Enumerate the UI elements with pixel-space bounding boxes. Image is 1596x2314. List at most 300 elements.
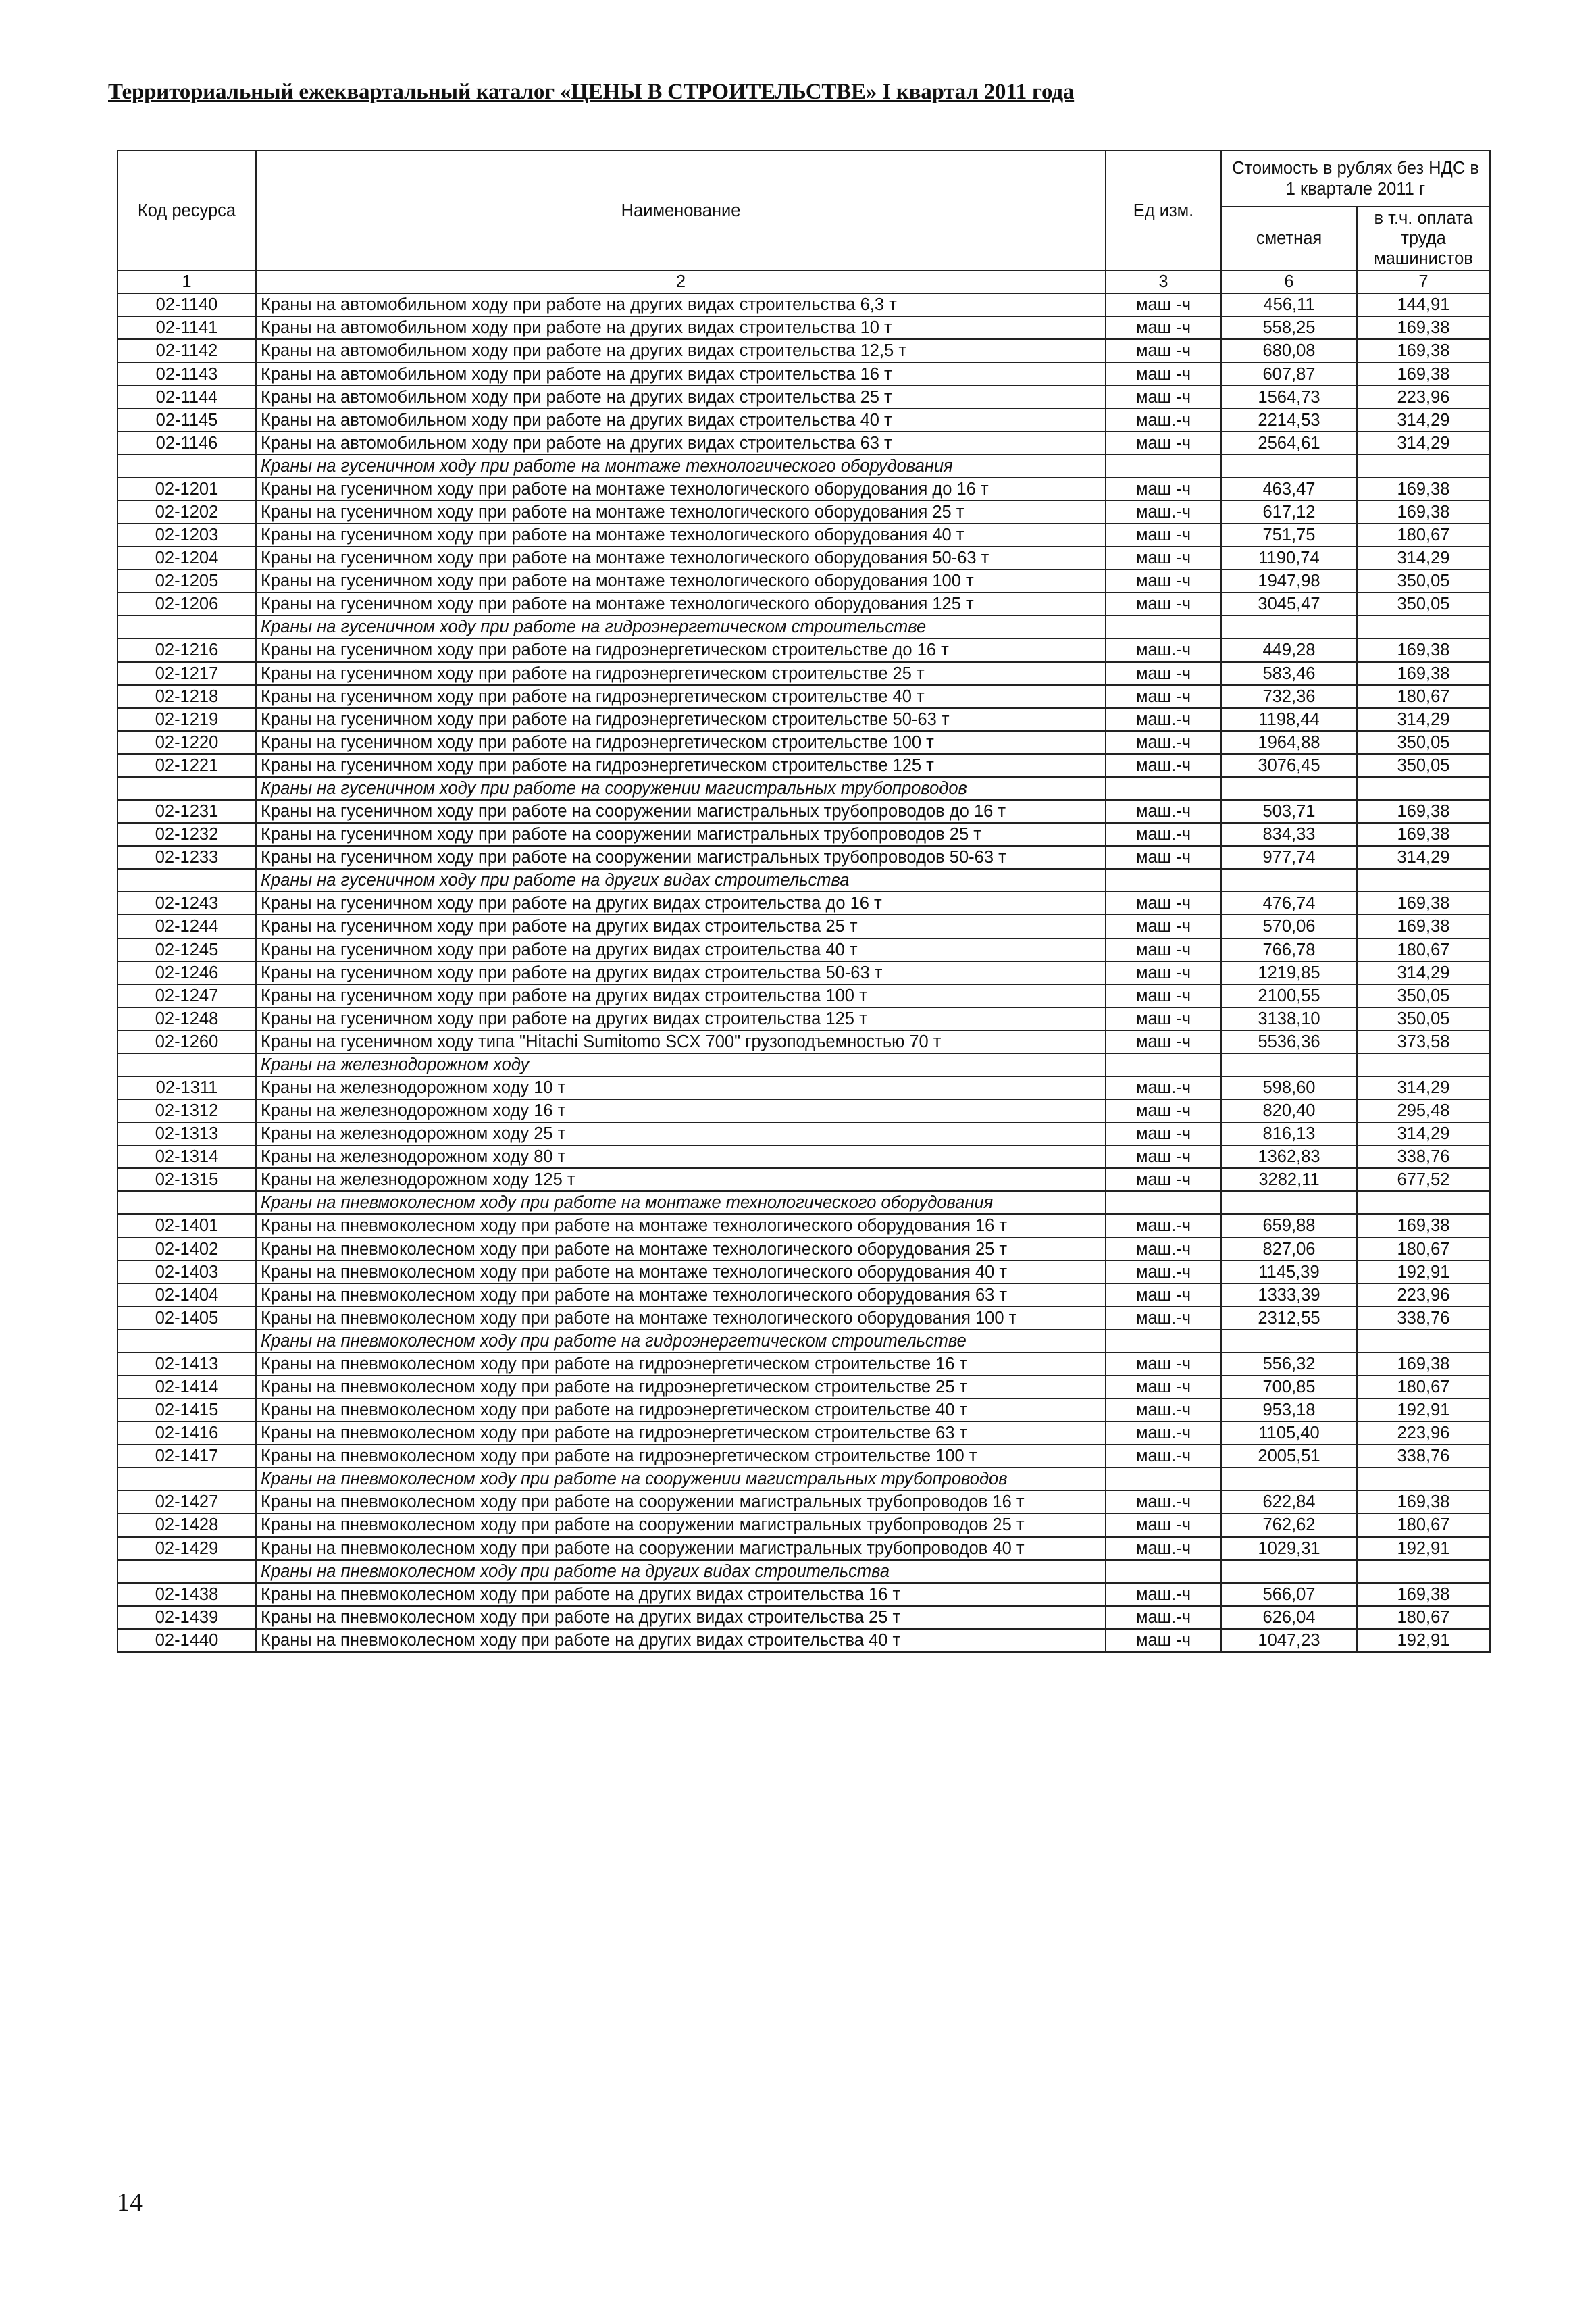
operator-labor-cost: 180,67 [1357, 938, 1490, 961]
resource-name: Краны на пневмоколесном ходу при работе на гидроэнергетическом строительстве 100 т [256, 1444, 1106, 1467]
estimate-cost: 820,40 [1221, 1099, 1357, 1122]
resource-name: Краны на автомобильном ходу при работе на других видах строительства 10 т [256, 316, 1106, 339]
unit-of-measure: маш -ч [1106, 570, 1221, 593]
table-row [118, 1076, 1490, 1099]
resource-code: 02-1414 [118, 1376, 256, 1399]
estimate-cost: 626,04 [1221, 1606, 1357, 1629]
unit-of-measure: маш.-ч [1106, 1307, 1221, 1330]
section-title: Краны на гусеничном ходу при работе на сооружении магистральных трубопроводов [256, 777, 1106, 800]
estimate-cost: 566,07 [1221, 1583, 1357, 1606]
section-cost-empty [1221, 777, 1357, 800]
operator-labor-cost: 169,38 [1357, 915, 1490, 938]
table-row [118, 501, 1490, 524]
resource-name: Краны на гусеничном ходу при работе на гидроэнергетическом строительстве до 16 т [256, 638, 1106, 661]
unit-of-measure: маш.-ч [1106, 1490, 1221, 1513]
section-title: Краны на пневмоколесном ходу при работе на других видах строительства [256, 1560, 1106, 1583]
estimate-cost: 816,13 [1221, 1122, 1357, 1145]
operator-labor-cost: 314,29 [1357, 708, 1490, 731]
unit-of-measure: маш -ч [1106, 662, 1221, 685]
estimate-cost: 5536,36 [1221, 1030, 1357, 1053]
estimate-cost: 732,36 [1221, 685, 1357, 708]
resource-code: 02-1217 [118, 662, 256, 685]
estimate-cost: 3076,45 [1221, 754, 1357, 777]
table-row [118, 570, 1490, 593]
unit-of-measure: маш -ч [1106, 1030, 1221, 1053]
unit-of-measure: маш -ч [1106, 1122, 1221, 1145]
table-row [118, 1629, 1490, 1652]
resource-code: 02-1206 [118, 593, 256, 615]
table-row [118, 638, 1490, 661]
resource-code: 02-1218 [118, 685, 256, 708]
table-row [118, 293, 1490, 316]
resource-name: Краны на пневмоколесном ходу при работе на гидроэнергетическом строительстве 63 т [256, 1422, 1106, 1444]
resource-code: 02-1142 [118, 339, 256, 362]
section-labor-empty [1357, 1053, 1490, 1076]
resource-name: Краны на автомобильном ходу при работе на других видах строительства 40 т [256, 409, 1106, 432]
estimate-cost: 1190,74 [1221, 547, 1357, 570]
unit-of-measure: маш.-ч [1106, 731, 1221, 754]
table-row [118, 938, 1490, 961]
estimate-cost: 659,88 [1221, 1214, 1357, 1237]
resource-code: 02-1146 [118, 432, 256, 455]
section-cost-empty [1221, 615, 1357, 638]
price-table-container [117, 150, 1489, 1653]
resource-code: 02-1220 [118, 731, 256, 754]
operator-labor-cost: 169,38 [1357, 662, 1490, 685]
table-row [118, 892, 1490, 915]
estimate-cost: 2214,53 [1221, 409, 1357, 432]
table-row [118, 1099, 1490, 1122]
operator-labor-cost: 350,05 [1357, 1007, 1490, 1030]
header-labor: в т.ч. оплата труда машинистов [1357, 207, 1490, 270]
resource-code: 02-1141 [118, 316, 256, 339]
resource-name: Краны на автомобильном ходу при работе на других видах строительства 25 т [256, 386, 1106, 409]
resource-code: 02-1403 [118, 1261, 256, 1284]
resource-code: 02-1312 [118, 1099, 256, 1122]
table-row [118, 1238, 1490, 1261]
section-row [118, 777, 1490, 800]
section-unit-empty [1106, 615, 1221, 638]
table-row [118, 1583, 1490, 1606]
section-row [118, 455, 1490, 478]
section-cost-empty [1221, 455, 1357, 478]
section-labor-empty [1357, 1467, 1490, 1490]
resource-name: Краны на гусеничном ходу при работе на монтаже технологического оборудования 50-63 т [256, 547, 1106, 570]
resource-name: Краны на гусеничном ходу при работе на сооружении магистральных трубопроводов 50-63 т [256, 846, 1106, 869]
operator-labor-cost: 314,29 [1357, 1076, 1490, 1099]
column-number: 1 [118, 270, 256, 293]
estimate-cost: 558,25 [1221, 316, 1357, 339]
table-row [118, 662, 1490, 685]
column-number: 3 [1106, 270, 1221, 293]
section-row [118, 1467, 1490, 1490]
header-unit: Ед изм. [1106, 151, 1221, 270]
operator-labor-cost: 223,96 [1357, 1284, 1490, 1307]
unit-of-measure: маш -ч [1106, 478, 1221, 501]
estimate-cost: 834,33 [1221, 823, 1357, 846]
table-row [118, 1490, 1490, 1513]
estimate-cost: 2564,61 [1221, 432, 1357, 455]
resource-code: 02-1233 [118, 846, 256, 869]
resource-name: Краны на железнодорожном ходу 80 т [256, 1145, 1106, 1168]
section-code-empty [118, 1467, 256, 1490]
operator-labor-cost: 314,29 [1357, 961, 1490, 984]
resource-name: Краны на гусеничном ходу при работе на монтаже технологического оборудования 125 т [256, 593, 1106, 615]
estimate-cost: 476,74 [1221, 892, 1357, 915]
section-title: Краны на пневмоколесном ходу при работе на монтаже технологического оборудования [256, 1191, 1106, 1214]
resource-name: Краны на гусеничном ходу при работе на других видах строительства 125 т [256, 1007, 1106, 1030]
operator-labor-cost: 169,38 [1357, 478, 1490, 501]
price-table [117, 150, 1491, 1653]
resource-name: Краны на гусеничном ходу при работе на сооружении магистральных трубопроводов 25 т [256, 823, 1106, 846]
unit-of-measure: маш.-ч [1106, 409, 1221, 432]
section-code-empty [118, 1330, 256, 1353]
table-row [118, 316, 1490, 339]
resource-code: 02-1427 [118, 1490, 256, 1513]
unit-of-measure: маш -ч [1106, 984, 1221, 1007]
section-title: Краны на пневмоколесном ходу при работе на гидроэнергетическом строительстве [256, 1330, 1106, 1353]
operator-labor-cost: 180,67 [1357, 1606, 1490, 1629]
resource-code: 02-1203 [118, 524, 256, 547]
section-title: Краны на гусеничном ходу при работе на монтаже технологического оборудования [256, 455, 1106, 478]
unit-of-measure: маш.-ч [1106, 1606, 1221, 1629]
operator-labor-cost: 169,38 [1357, 363, 1490, 386]
unit-of-measure: маш -ч [1106, 1513, 1221, 1536]
estimate-cost: 2100,55 [1221, 984, 1357, 1007]
resource-code: 02-1260 [118, 1030, 256, 1053]
estimate-cost: 598,60 [1221, 1076, 1357, 1099]
section-labor-empty [1357, 1560, 1490, 1583]
resource-name: Краны на гусеничном ходу при работе на других видах строительства 25 т [256, 915, 1106, 938]
operator-labor-cost: 169,38 [1357, 638, 1490, 661]
resource-name: Краны на пневмоколесном ходу при работе на сооружении магистральных трубопроводов 40 т [256, 1537, 1106, 1560]
table-row [118, 1030, 1490, 1053]
section-code-empty [118, 1191, 256, 1214]
table-row [118, 708, 1490, 731]
table-row [118, 339, 1490, 362]
unit-of-measure: маш -ч [1106, 892, 1221, 915]
unit-of-measure: маш -ч [1106, 593, 1221, 615]
operator-labor-cost: 169,38 [1357, 501, 1490, 524]
resource-code: 02-1416 [118, 1422, 256, 1444]
section-labor-empty [1357, 1191, 1490, 1214]
operator-labor-cost: 192,91 [1357, 1629, 1490, 1652]
estimate-cost: 2312,55 [1221, 1307, 1357, 1330]
resource-name: Краны на автомобильном ходу при работе на других видах строительства 6,3 т [256, 293, 1106, 316]
table-row [118, 1606, 1490, 1629]
estimate-cost: 700,85 [1221, 1376, 1357, 1399]
operator-labor-cost: 314,29 [1357, 547, 1490, 570]
operator-labor-cost: 314,29 [1357, 846, 1490, 869]
unit-of-measure: маш.-ч [1106, 754, 1221, 777]
operator-labor-cost: 180,67 [1357, 1376, 1490, 1399]
estimate-cost: 1333,39 [1221, 1284, 1357, 1307]
estimate-cost: 463,47 [1221, 478, 1357, 501]
catalog-header: Территориальный ежеквартальный каталог «ЦЕНЫ В СТРОИТЕЛЬСТВЕ» I квартал 2011 года [108, 80, 1075, 104]
resource-code: 02-1415 [118, 1399, 256, 1422]
unit-of-measure: маш -ч [1106, 1629, 1221, 1652]
resource-name: Краны на пневмоколесном ходу при работе на других видах строительства 16 т [256, 1583, 1106, 1606]
section-labor-empty [1357, 777, 1490, 800]
estimate-cost: 2005,51 [1221, 1444, 1357, 1467]
section-code-empty [118, 455, 256, 478]
unit-of-measure: маш -ч [1106, 846, 1221, 869]
resource-name: Краны на гусеничном ходу при работе на монтаже технологического оборудования до 16 т [256, 478, 1106, 501]
resource-code: 02-1248 [118, 1007, 256, 1030]
resource-code: 02-1246 [118, 961, 256, 984]
section-labor-empty [1357, 615, 1490, 638]
table-row [118, 1145, 1490, 1168]
resource-name: Краны на гусеничном ходу при работе на других видах строительства до 16 т [256, 892, 1106, 915]
table-row [118, 984, 1490, 1007]
unit-of-measure: маш -ч [1106, 293, 1221, 316]
resource-code: 02-1143 [118, 363, 256, 386]
resource-code: 02-1311 [118, 1076, 256, 1099]
unit-of-measure: маш.-ч [1106, 800, 1221, 823]
unit-of-measure: маш.-ч [1106, 638, 1221, 661]
section-cost-empty [1221, 869, 1357, 892]
operator-labor-cost: 169,38 [1357, 800, 1490, 823]
section-code-empty [118, 1560, 256, 1583]
operator-labor-cost: 350,05 [1357, 984, 1490, 1007]
section-unit-empty [1106, 455, 1221, 478]
header-code: Код ресурса [118, 151, 256, 270]
unit-of-measure: маш -ч [1106, 432, 1221, 455]
table-row [118, 1307, 1490, 1330]
section-row [118, 615, 1490, 638]
section-row [118, 1053, 1490, 1076]
unit-of-measure: маш -ч [1106, 386, 1221, 409]
operator-labor-cost: 192,91 [1357, 1261, 1490, 1284]
section-code-empty [118, 615, 256, 638]
resource-name: Краны на железнодорожном ходу 25 т [256, 1122, 1106, 1145]
operator-labor-cost: 169,38 [1357, 823, 1490, 846]
table-row [118, 846, 1490, 869]
resource-name: Краны на пневмоколесном ходу при работе на сооружении магистральных трубопроводов 25 т [256, 1513, 1106, 1536]
resource-code: 02-1204 [118, 547, 256, 570]
estimate-cost: 953,18 [1221, 1399, 1357, 1422]
resource-name: Краны на железнодорожном ходу 125 т [256, 1168, 1106, 1191]
unit-of-measure: маш.-ч [1106, 1261, 1221, 1284]
operator-labor-cost: 314,29 [1357, 1122, 1490, 1145]
operator-labor-cost: 350,05 [1357, 754, 1490, 777]
unit-of-measure: маш.-ч [1106, 501, 1221, 524]
table-header [118, 151, 1490, 293]
table-row [118, 432, 1490, 455]
table-row [118, 1399, 1490, 1422]
estimate-cost: 680,08 [1221, 339, 1357, 362]
resource-name: Краны на гусеничном ходу при работе на других видах строительства 40 т [256, 938, 1106, 961]
resource-name: Краны на гусеничном ходу при работе на монтаже технологического оборудования 100 т [256, 570, 1106, 593]
operator-labor-cost: 180,67 [1357, 1513, 1490, 1536]
section-cost-empty [1221, 1467, 1357, 1490]
estimate-cost: 1145,39 [1221, 1261, 1357, 1284]
section-labor-empty [1357, 1330, 1490, 1353]
section-row [118, 869, 1490, 892]
table-row [118, 754, 1490, 777]
unit-of-measure: маш -ч [1106, 938, 1221, 961]
resource-code: 02-1438 [118, 1583, 256, 1606]
unit-of-measure: маш.-ч [1106, 1076, 1221, 1099]
operator-labor-cost: 350,05 [1357, 731, 1490, 754]
estimate-cost: 1964,88 [1221, 731, 1357, 754]
resource-name: Краны на пневмоколесном ходу при работе на гидроэнергетическом строительстве 40 т [256, 1399, 1106, 1422]
estimate-cost: 827,06 [1221, 1238, 1357, 1261]
section-row [118, 1191, 1490, 1214]
unit-of-measure: маш -ч [1106, 1007, 1221, 1030]
section-unit-empty [1106, 1330, 1221, 1353]
resource-code: 02-1428 [118, 1513, 256, 1536]
estimate-cost: 583,46 [1221, 662, 1357, 685]
resource-code: 02-1247 [118, 984, 256, 1007]
column-number-row [118, 270, 1490, 293]
unit-of-measure: маш -ч [1106, 1376, 1221, 1399]
section-title: Краны на железнодорожном ходу [256, 1053, 1106, 1076]
resource-code: 02-1202 [118, 501, 256, 524]
estimate-cost: 1105,40 [1221, 1422, 1357, 1444]
estimate-cost: 3045,47 [1221, 593, 1357, 615]
operator-labor-cost: 677,52 [1357, 1168, 1490, 1191]
resource-name: Краны на пневмоколесном ходу при работе на гидроэнергетическом строительстве 16 т [256, 1353, 1106, 1376]
resource-code: 02-1417 [118, 1444, 256, 1467]
unit-of-measure: маш.-ч [1106, 1214, 1221, 1237]
section-labor-empty [1357, 869, 1490, 892]
section-cost-empty [1221, 1330, 1357, 1353]
resource-name: Краны на пневмоколесном ходу при работе на гидроэнергетическом строительстве 25 т [256, 1376, 1106, 1399]
operator-labor-cost: 350,05 [1357, 570, 1490, 593]
resource-name: Краны на гусеничном ходу при работе на гидроэнергетическом строительстве 125 т [256, 754, 1106, 777]
resource-code: 02-1232 [118, 823, 256, 846]
section-cost-empty [1221, 1053, 1357, 1076]
section-row [118, 1560, 1490, 1583]
column-number: 2 [256, 270, 1106, 293]
resource-name: Краны на железнодорожном ходу 10 т [256, 1076, 1106, 1099]
column-number: 6 [1221, 270, 1357, 293]
resource-name: Краны на автомобильном ходу при работе на других видах строительства 16 т [256, 363, 1106, 386]
section-row [118, 1330, 1490, 1353]
table-row [118, 478, 1490, 501]
table-row [118, 1007, 1490, 1030]
estimate-cost: 456,11 [1221, 293, 1357, 316]
resource-name: Краны на пневмоколесном ходу при работе на монтаже технологического оборудования 16 т [256, 1214, 1106, 1237]
resource-name: Краны на пневмоколесном ходу при работе на монтаже технологического оборудования 40 т [256, 1261, 1106, 1284]
section-title: Краны на гусеничном ходу при работе на гидроэнергетическом строительстве [256, 615, 1106, 638]
resource-code: 02-1201 [118, 478, 256, 501]
estimate-cost: 1564,73 [1221, 386, 1357, 409]
resource-name: Краны на пневмоколесном ходу при работе на монтаже технологического оборудования 100 т [256, 1307, 1106, 1330]
estimate-cost: 1219,85 [1221, 961, 1357, 984]
section-code-empty [118, 1053, 256, 1076]
resource-name: Краны на гусеничном ходу при работе на монтаже технологического оборудования 40 т [256, 524, 1106, 547]
resource-code: 02-1243 [118, 892, 256, 915]
table-row [118, 363, 1490, 386]
resource-name: Краны на гусеничном ходу при работе на гидроэнергетическом строительстве 40 т [256, 685, 1106, 708]
resource-code: 02-1314 [118, 1145, 256, 1168]
operator-labor-cost: 373,58 [1357, 1030, 1490, 1053]
section-title: Краны на гусеничном ходу при работе на других видах строительства [256, 869, 1106, 892]
page-number: 14 [117, 2188, 143, 2217]
table-row [118, 823, 1490, 846]
estimate-cost: 503,71 [1221, 800, 1357, 823]
unit-of-measure: маш.-ч [1106, 1422, 1221, 1444]
section-labor-empty [1357, 455, 1490, 478]
resource-name: Краны на пневмоколесном ходу при работе на сооружении магистральных трубопроводов 16 т [256, 1490, 1106, 1513]
operator-labor-cost: 223,96 [1357, 1422, 1490, 1444]
estimate-cost: 1947,98 [1221, 570, 1357, 593]
section-unit-empty [1106, 869, 1221, 892]
table-row [118, 1168, 1490, 1191]
section-unit-empty [1106, 1467, 1221, 1490]
resource-name: Краны на пневмоколесном ходу при работе на других видах строительства 25 т [256, 1606, 1106, 1629]
operator-labor-cost: 338,76 [1357, 1145, 1490, 1168]
resource-code: 02-1219 [118, 708, 256, 731]
table-row [118, 524, 1490, 547]
section-unit-empty [1106, 777, 1221, 800]
resource-code: 02-1245 [118, 938, 256, 961]
estimate-cost: 449,28 [1221, 638, 1357, 661]
table-body [118, 293, 1490, 1652]
resource-code: 02-1140 [118, 293, 256, 316]
resource-name: Краны на пневмоколесном ходу при работе на монтаже технологического оборудования 63 т [256, 1284, 1106, 1307]
resource-name: Краны на гусеничном ходу при работе на сооружении магистральных трубопроводов до 16 т [256, 800, 1106, 823]
resource-name: Краны на гусеничном ходу при работе на монтаже технологического оборудования 25 т [256, 501, 1106, 524]
estimate-cost: 1362,83 [1221, 1145, 1357, 1168]
unit-of-measure: маш.-ч [1106, 1537, 1221, 1560]
operator-labor-cost: 169,38 [1357, 339, 1490, 362]
table-row [118, 731, 1490, 754]
estimate-cost: 607,87 [1221, 363, 1357, 386]
operator-labor-cost: 314,29 [1357, 432, 1490, 455]
unit-of-measure: маш -ч [1106, 363, 1221, 386]
unit-of-measure: маш -ч [1106, 1145, 1221, 1168]
resource-code: 02-1413 [118, 1353, 256, 1376]
operator-labor-cost: 169,38 [1357, 1353, 1490, 1376]
unit-of-measure: маш -ч [1106, 1099, 1221, 1122]
unit-of-measure: маш.-ч [1106, 823, 1221, 846]
table-row [118, 1353, 1490, 1376]
unit-of-measure: маш -ч [1106, 1353, 1221, 1376]
table-row [118, 1261, 1490, 1284]
table-row [118, 685, 1490, 708]
unit-of-measure: маш -ч [1106, 524, 1221, 547]
operator-labor-cost: 314,29 [1357, 409, 1490, 432]
header-name: Наименование [256, 151, 1106, 270]
table-row [118, 915, 1490, 938]
table-row [118, 1214, 1490, 1237]
table-row [118, 547, 1490, 570]
table-row [118, 1444, 1490, 1467]
unit-of-measure: маш.-ч [1106, 1399, 1221, 1422]
operator-labor-cost: 350,05 [1357, 593, 1490, 615]
resource-code: 02-1205 [118, 570, 256, 593]
unit-of-measure: маш -ч [1106, 547, 1221, 570]
unit-of-measure: маш.-ч [1106, 708, 1221, 731]
unit-of-measure: маш.-ч [1106, 1444, 1221, 1467]
section-unit-empty [1106, 1560, 1221, 1583]
unit-of-measure: маш -ч [1106, 685, 1221, 708]
section-cost-empty [1221, 1191, 1357, 1214]
estimate-cost: 622,84 [1221, 1490, 1357, 1513]
resource-name: Краны на железнодорожном ходу 16 т [256, 1099, 1106, 1122]
estimate-cost: 751,75 [1221, 524, 1357, 547]
estimate-cost: 1047,23 [1221, 1629, 1357, 1652]
resource-code: 02-1439 [118, 1606, 256, 1629]
resource-code: 02-1145 [118, 409, 256, 432]
operator-labor-cost: 169,38 [1357, 1490, 1490, 1513]
section-code-empty [118, 869, 256, 892]
unit-of-measure: маш -ч [1106, 915, 1221, 938]
table-row [118, 1513, 1490, 1536]
